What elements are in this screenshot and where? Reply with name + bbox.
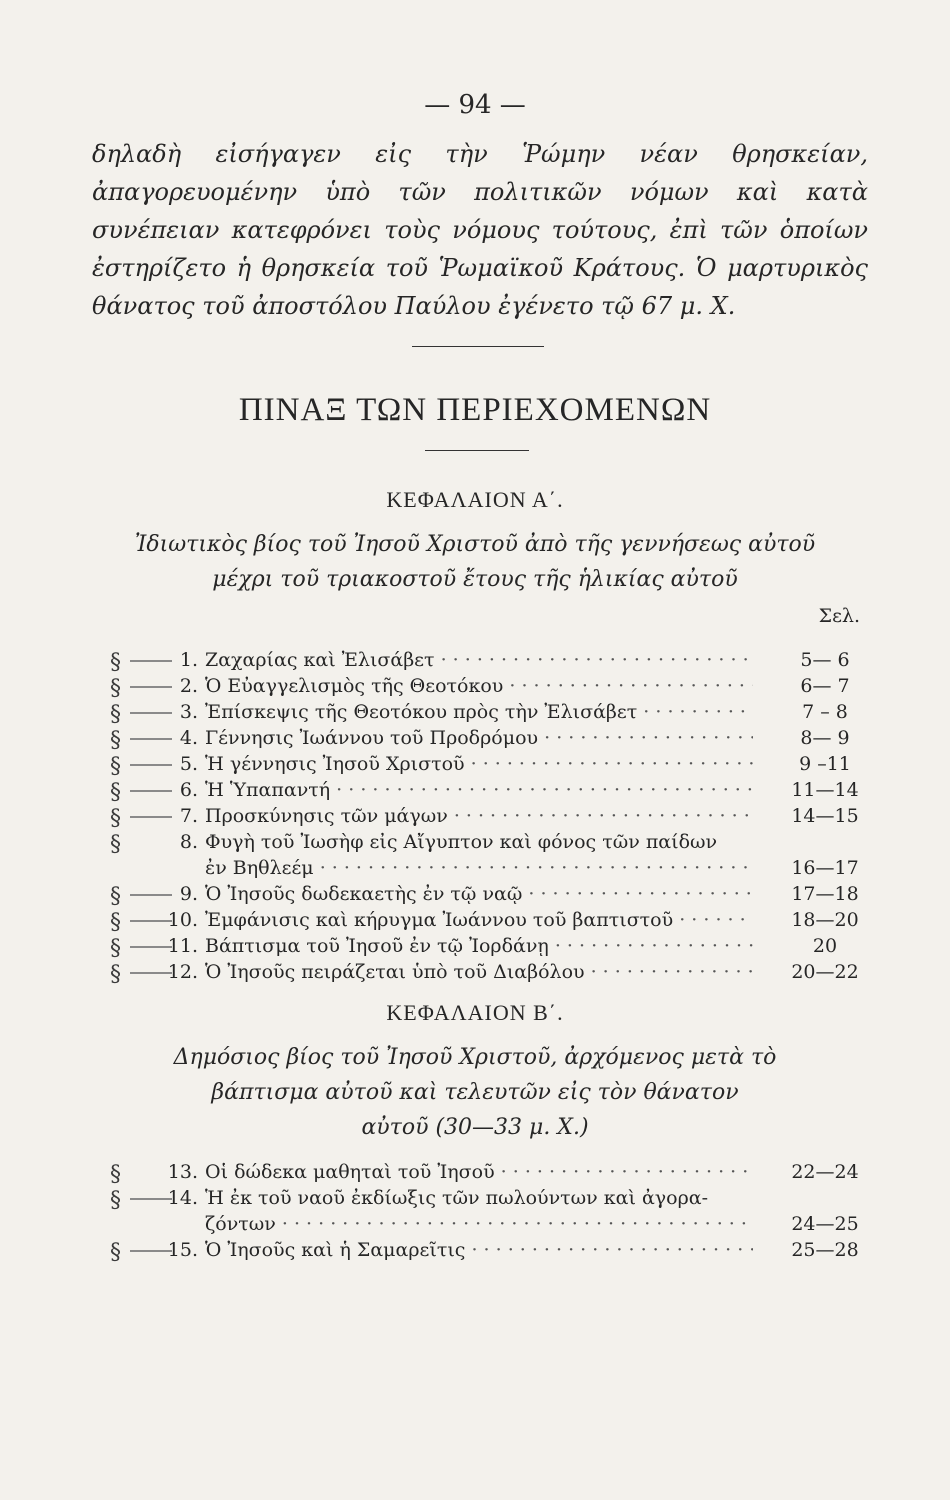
section-mark: § [110,936,121,961]
entry-title: Ἐπίσκεψις τῆς Θεοτόκου πρὸς τὴν Ἐλισάβετ · · · [205,700,753,725]
divider-rule [412,346,544,347]
chapter-description-line: Δημόσιος βίος τοῦ Ἰησοῦ Χριστοῦ, ἀρχόμενος μετὰ τὸ [173,1045,777,1070]
section-mark: § [110,910,121,935]
section-mark: § [110,702,121,727]
entry-pages: 11—14 [791,779,859,801]
entry-title: Ζαχαρίας καὶ Ἐλισάβετ · · · [205,648,753,673]
entry-pages: 20—22 [791,961,859,983]
section-mark: § [110,1188,121,1213]
entry-title: Ὁ Ἰησοῦς καὶ ἡ Σαμαρεῖτις · · · [205,1238,753,1263]
entry-number: 4. [179,727,198,749]
divider-rule [425,450,529,451]
entry-title: Ἡ γέννησις Ἰησοῦ Χριστοῦ · · · [205,752,753,777]
entry-number: 1. [179,649,198,671]
chapter-description-line: μέχρι τοῦ τριακοστοῦ ἔτους τῆς ἡλικίας αὐτοῦ [212,567,738,592]
entry-number: 3. [179,701,198,723]
chapter-description-line: βάπτισμα αὐτοῦ καὶ τελευτῶν εἰς τὸν θάνατον [211,1080,739,1105]
entry-pages: 7 – 8 [802,701,848,723]
entry-title-continuation: ἐν Βηθλεέμ · · · [205,856,753,881]
entry-title: Ἐμφάνισις καὶ κήρυγμα Ἰωάννου τοῦ βαπτιστοῦ · · · [205,908,753,933]
section-mark: § [110,962,121,987]
entry-pages: 24—25 [791,1213,859,1235]
entry-pages: 20 [812,935,838,957]
entry-number: 2. [179,675,198,697]
entry-number: 9. [179,883,198,905]
entry-number: 5. [179,753,198,775]
entry-pages: 8— 9 [800,727,850,749]
pages-column-label: Σελ. [818,605,860,627]
section-mark: § [110,806,121,831]
entry-number: 12. [167,961,198,983]
entry-number: 10. [167,909,198,931]
toc-title: ΠΙΝΑΞ ΤΩΝ ΠΕΡΙΕΧΟΜΕΝΩΝ [238,392,712,428]
entry-title: Ὁ Εὐαγγελισμὸς τῆς Θεοτόκου · · · [205,674,753,699]
chapter-description-line: αὐτοῦ (30—33 μ. Χ.) [361,1115,589,1140]
entry-title-continuation: ζόντων · · · [205,1212,753,1237]
section-mark: § [110,1162,121,1187]
entry-title: Ὁ Ἰησοῦς πειράζεται ὑπὸ τοῦ Διαβόλου · · · [205,960,753,985]
entry-title: Βάπτισμα τοῦ Ἰησοῦ ἐν τῷ Ἰορδάνῃ · · · [205,934,753,959]
entry-pages: 17—18 [791,883,859,905]
chapter-heading: ΚΕΦΑΛΑΙΟΝ Β΄. [386,1000,564,1025]
entry-title: Γέννησις Ἰωάννου τοῦ Προδρόμου · · · [205,726,753,751]
chapter-description [110,527,840,597]
section-mark: § [110,728,121,753]
entry-number: 14. [167,1187,198,1209]
section-mark: § [110,650,121,675]
entry-number: 7. [179,805,198,827]
entry-number: 11. [167,935,198,957]
entry-pages: 18—20 [791,909,859,931]
section-mark: § [110,884,121,909]
entry-title: Οἱ δώδεκα μαθηταὶ τοῦ Ἰησοῦ · · · [205,1160,753,1185]
intro-paragraph: δηλαδὴ εἰσήγαγεν εἰς τὴν Ῥώμην νέαν θρησκείαν, ἀπαγορευομένην ὑπὸ τῶν πολιτικῶν νόμων καὶ κατὰ συνέπειαν κατεφρόνει τοὺς νόμους τούτους, ἐπὶ τῶν ὁποίων ἐστηρίζετο ἡ θρησκεία τοῦ Ῥωμαϊκοῦ Κράτους. Ὁ μαρτυρικὸς θάνατος τοῦ ἀποστόλου Παύλου ἐγένετο τῷ 67 μ. Χ. [92,140,868,320]
section-mark: § [110,832,121,857]
entry-pages: 25—28 [791,1239,859,1261]
entry-number: 15. [167,1239,198,1261]
entry-title: Φυγὴ τοῦ Ἰωσὴφ εἰς Αἴγυπτον καὶ φόνος τῶν παίδων [205,831,718,853]
entry-title: Ἡ ἐκ τοῦ ναοῦ ἐκδίωξις τῶν πωλούντων καὶ ἀγορα- [205,1187,708,1209]
entry-title: Ἡ Ὑπαπαντή · · · [205,778,753,803]
section-mark: § [110,1240,121,1265]
chapter-description-line: Ἰδιωτικὸς βίος τοῦ Ἰησοῦ Χριστοῦ ἀπὸ τῆς γεννήσεως αὐτοῦ [134,532,816,557]
chapter-description [110,1040,840,1145]
chapter-heading: ΚΕΦΑΛΑΙΟΝ Α΄. [386,487,564,512]
entry-title: Ὁ Ἰησοῦς δωδεκαετὴς ἐν τῷ ναῷ · · · [205,882,753,907]
section-mark: § [110,780,121,805]
entry-number: 8. [179,831,198,853]
entry-number: 13. [167,1161,198,1183]
entry-pages: 9 –11 [799,753,851,775]
section-mark: § [110,754,121,779]
section-mark: § [110,676,121,701]
entry-pages: 16—17 [791,857,859,879]
entry-pages: 6— 7 [800,675,850,697]
page-number: — 94 — [424,90,526,120]
entry-pages: 5— 6 [800,649,850,671]
entry-number: 6. [179,779,198,801]
entry-pages: 14—15 [791,805,859,827]
entry-title: Προσκύνησις τῶν μάγων · · · [205,804,753,829]
entry-pages: 22—24 [791,1161,859,1183]
